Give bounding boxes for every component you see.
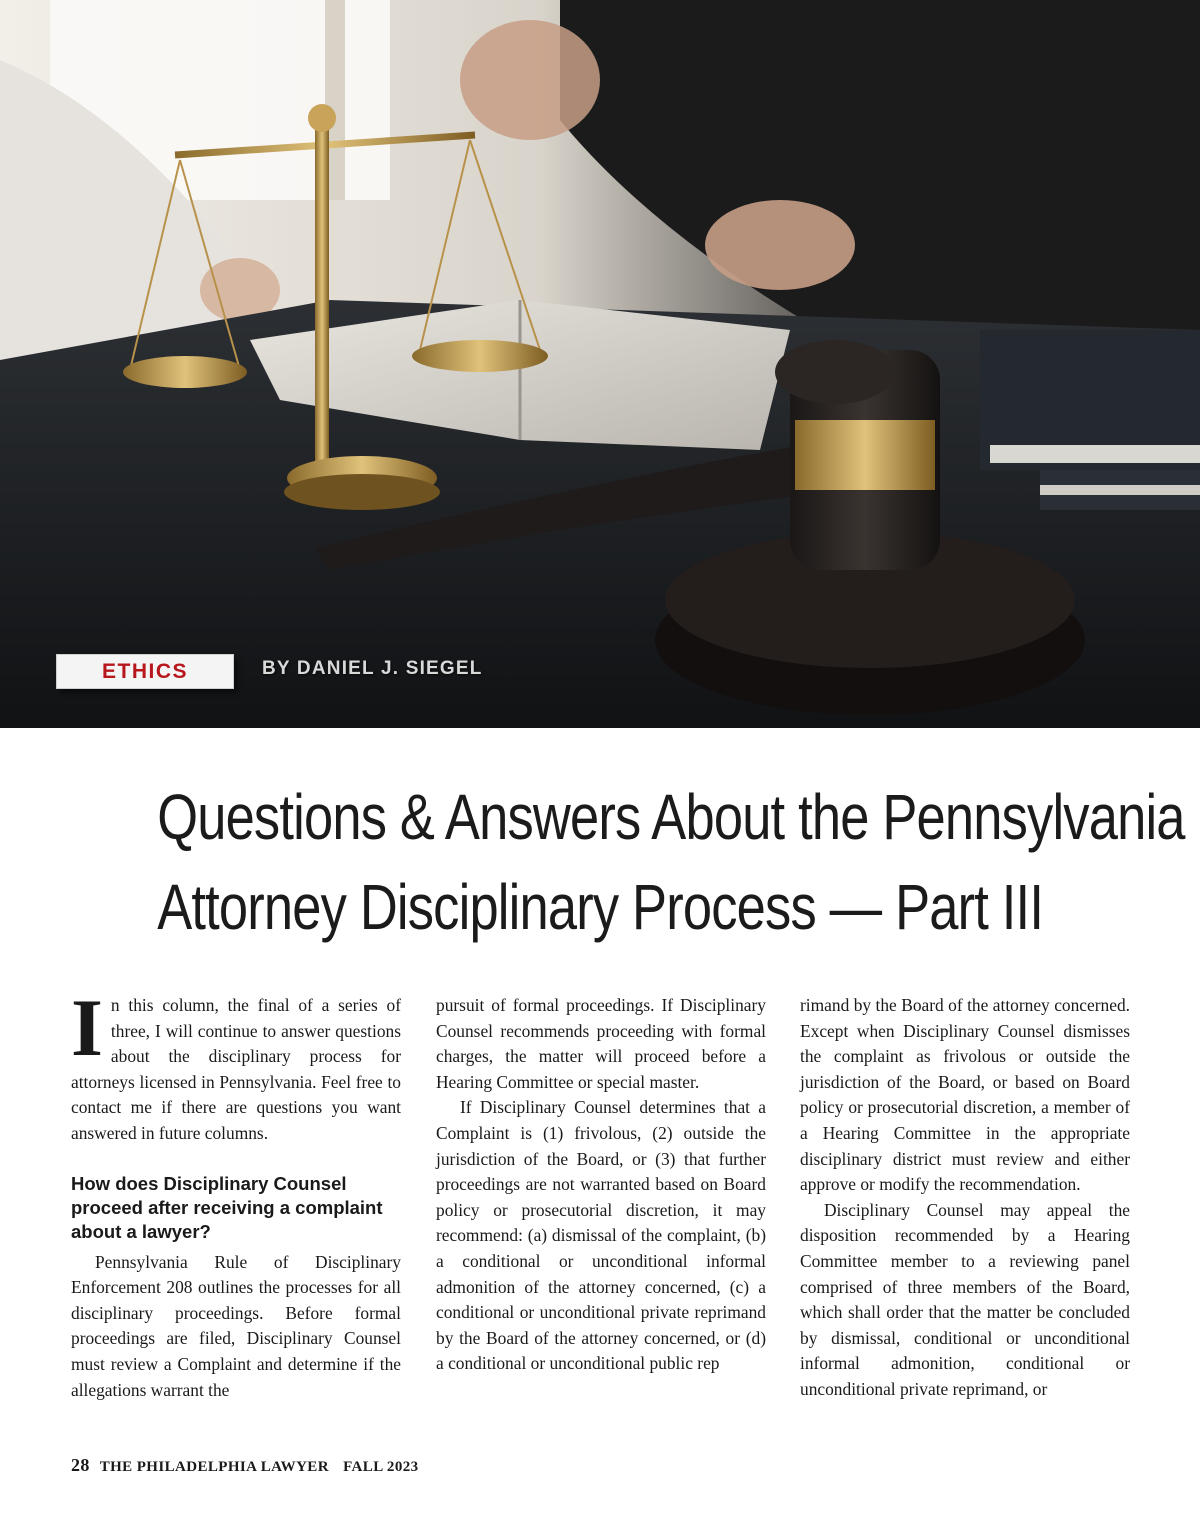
- intro-text: n this column, the final of a series of three, I will continue to answer questions about the disciplinary process for attorneys licensed in Pennsylvania. Feel free to contact me if there are questions you want answered in future columns.: [71, 995, 401, 1143]
- body-paragraph: If Disciplinary Counsel determines that a Complaint is (1) frivolous, (2) outside the jurisdiction of the Board, or (3) that further proceedings are not warranted based on Board policy or prosecutorial discretion, it may recommend: (a) dismissal of the complaint, (b) a conditional or unconditional informal admonition of the attorney concerned, (c) a conditional or unconditional private reprimand by the Board of the attorney concerned, or (d) a conditional or unconditional public rep: [436, 1097, 766, 1374]
- page-number: 28: [71, 1455, 90, 1475]
- section-subhead: How does Disciplinary Counsel proceed after receiving a complaint about a lawyer?: [71, 1172, 383, 1242]
- article-headline: [157, 772, 1185, 952]
- byline: BY DANIEL J. SIEGEL: [262, 658, 483, 679]
- hero-photo: [0, 0, 1200, 728]
- publication-name: THE PHILADELPHIA LAWYER: [99, 1459, 329, 1475]
- article-column-3: [800, 993, 1130, 1403]
- headline-line-2: Attorney Disciplinary Process — Part III: [157, 871, 1044, 943]
- gavel-head: [775, 340, 940, 570]
- drop-cap: I: [71, 982, 103, 1073]
- headline-line-1: Questions & Answers About the Pennsylvania: [157, 781, 1185, 853]
- section-tag-label: ETHICS: [101, 659, 188, 683]
- judge-hand-lower: [705, 200, 855, 290]
- issue-date: FALL 2023: [343, 1459, 419, 1475]
- article-column-1: [71, 982, 401, 1403]
- judge-hand-raised: [460, 20, 600, 140]
- body-paragraph: Disciplinary Counsel may appeal the disposition recommended by a Hearing Committee member to a reviewing panel comprised of three members of the Board, which shall order that the matter be concluded by dismissal, conditional or unconditional informal admonition, conditional or unconditional private reprimand, or: [800, 1199, 1130, 1399]
- page-footer: [71, 1455, 419, 1476]
- book-pages-lower: [1040, 485, 1200, 495]
- body-paragraph: rimand by the Board of the attorney concerned. Except when Disciplinary Counsel dismisses the complaint as frivolous or outside the jurisdiction of the Board, or based on Board policy or prosecutorial discretion, a member of a Hearing Committee in the appropriate disciplinary district must review and either approve or modify the recommendation.: [800, 995, 1130, 1195]
- article-column-2: [436, 993, 766, 1377]
- section-tag: [56, 654, 234, 689]
- book-pages: [990, 445, 1200, 463]
- body-paragraph: pursuit of formal proceedings. If Disciplinary Counsel recommends proceeding with formal charges, the matter will proceed before a Hearing Committee or special master.: [436, 995, 766, 1092]
- courtroom-photo: [0, 0, 1200, 728]
- body-paragraph: Pennsylvania Rule of Disciplinary Enforcement 208 outlines the processes for all disciplinary proceedings. Before formal proceedings are filed, Disciplinary Counsel must review a Complaint and determine if the allegations warrant the: [71, 1251, 401, 1400]
- intro-paragraph: [71, 982, 401, 1147]
